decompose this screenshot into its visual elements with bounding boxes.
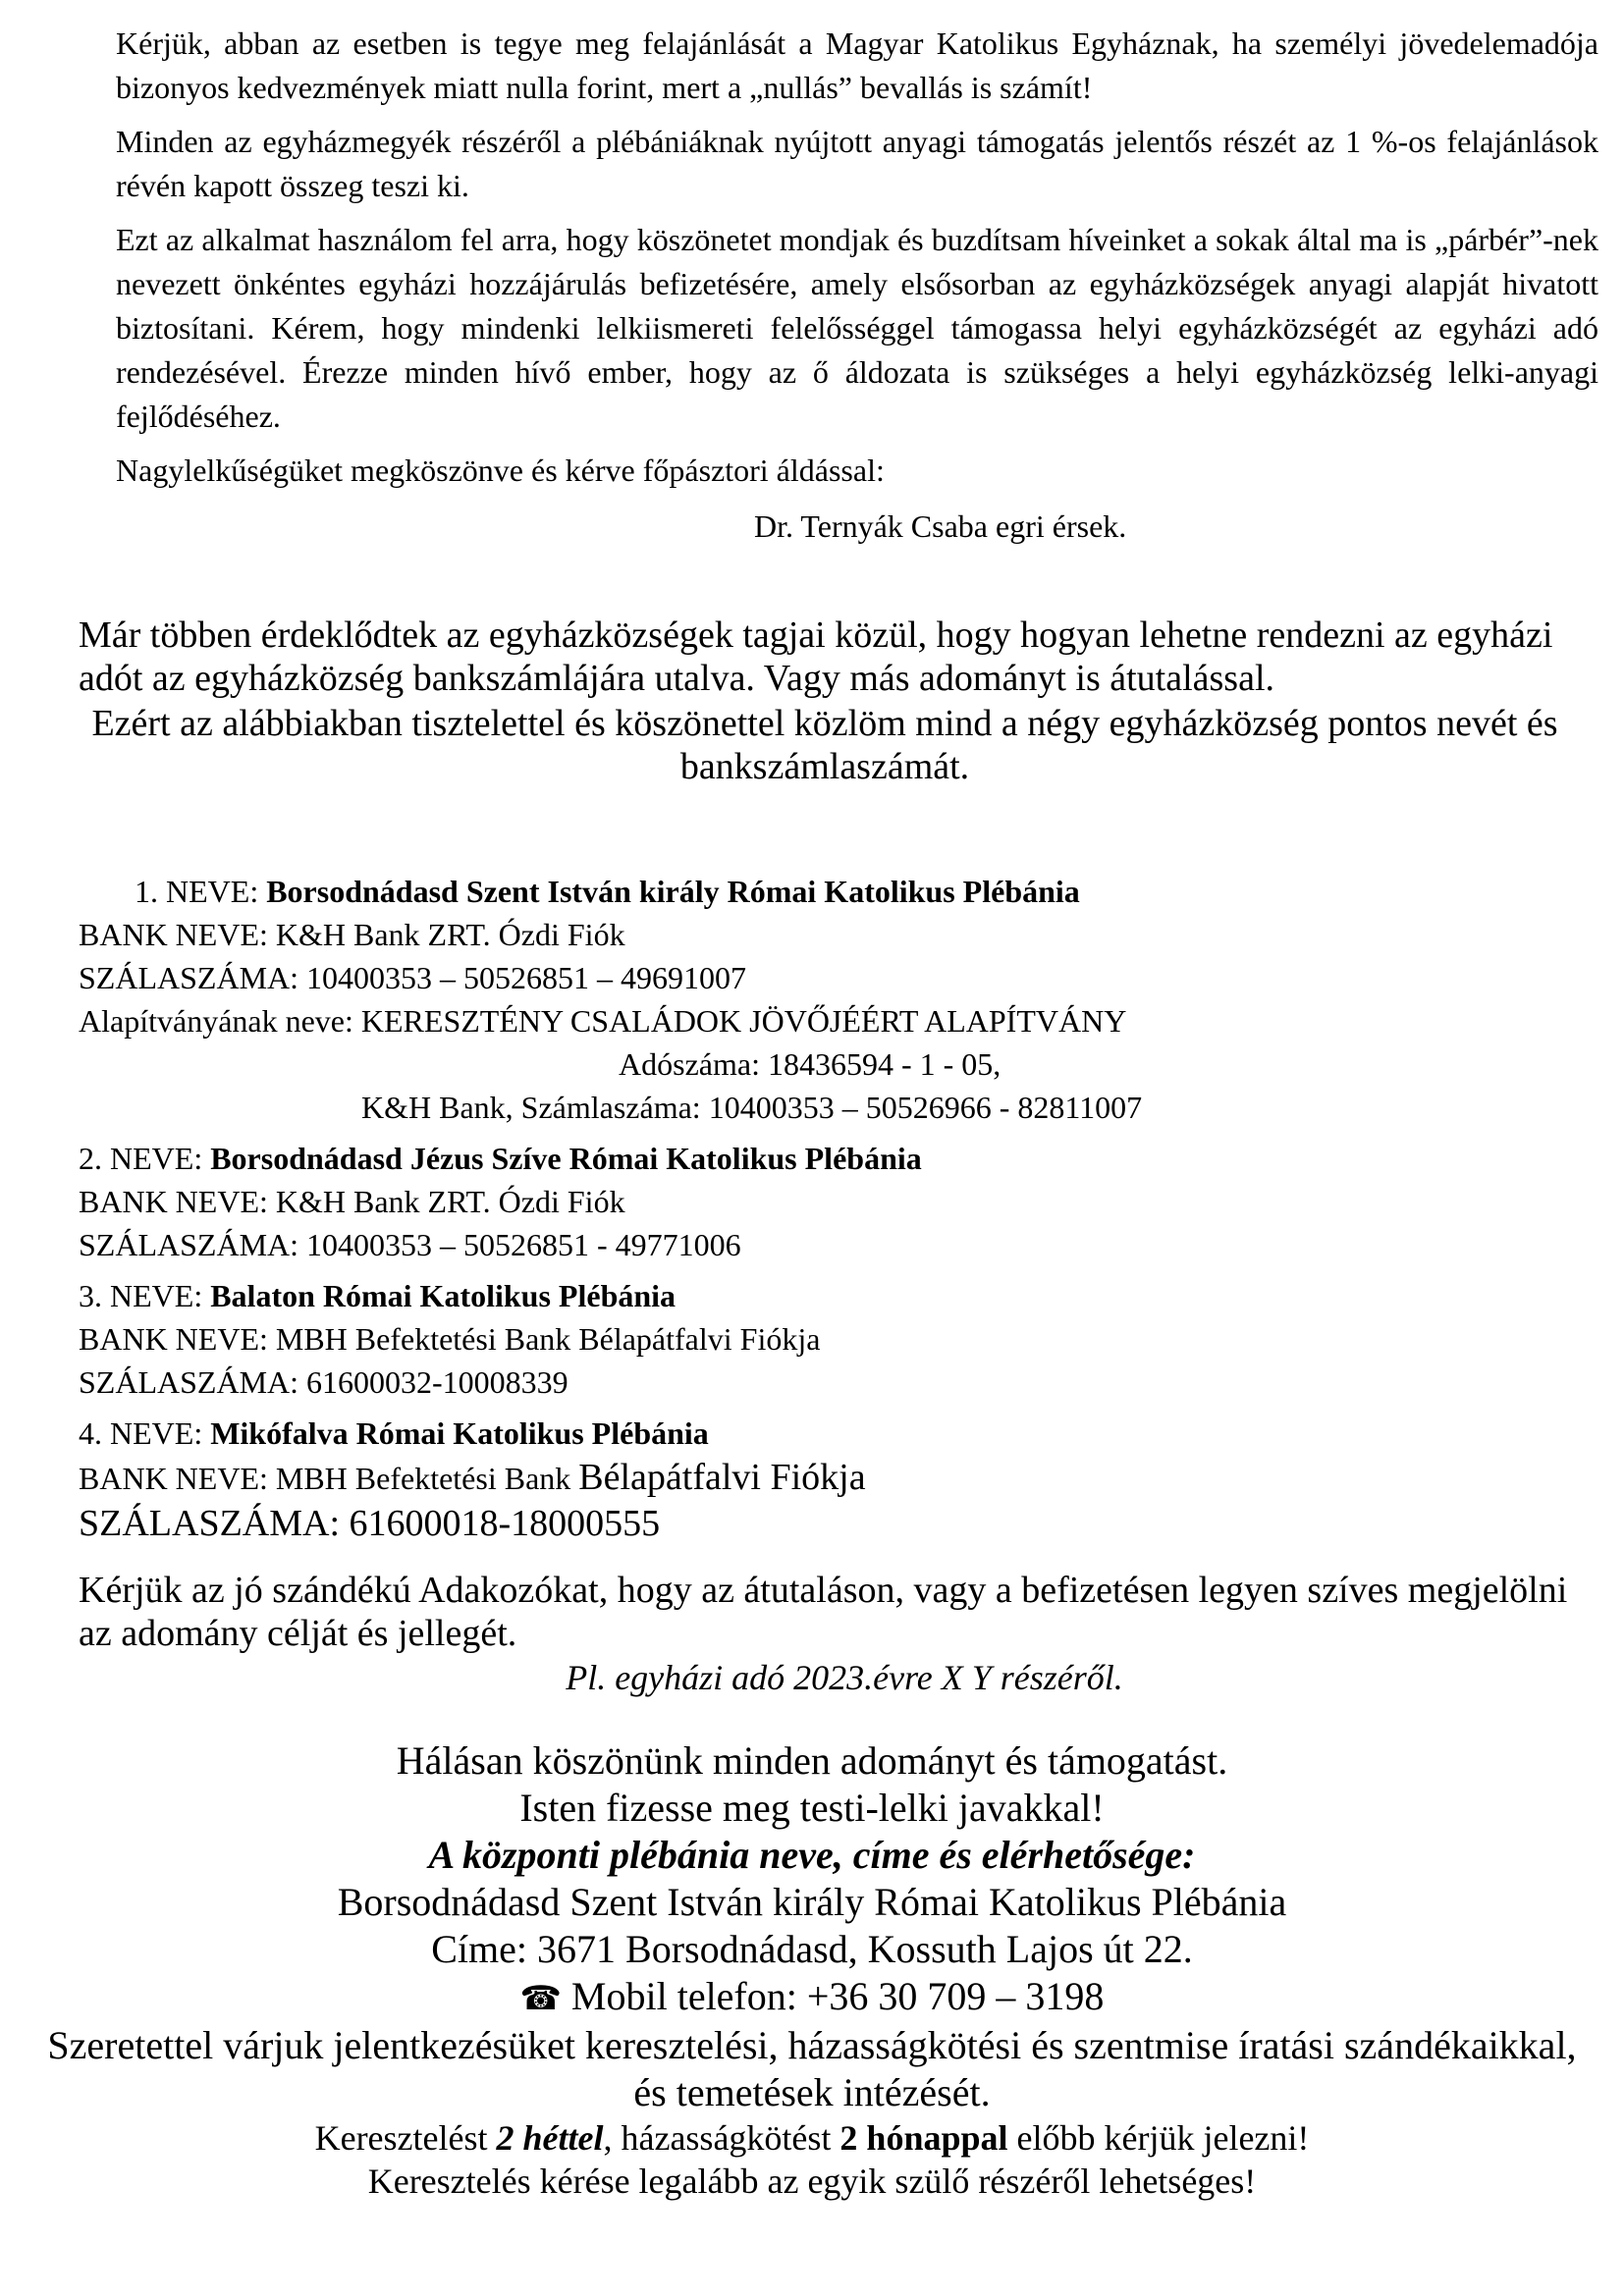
account-4-name: 4. NEVE: Mikófalva Római Katolikus Plébánia bbox=[79, 1415, 709, 1451]
letter-paragraph: Ezt az alkalmat használom fel arra, hogy köszönetet mondjak és buzdítsam híveinket a sokak által ma is „párbér”-nek nevezett önkéntes egyházi hozzájárulás befizetésére, amely elsősorban az egyházközségek anyagi alapját hivatott biztosítani. Kérem, hogy mindenki lelkiismereti felelősséggel támogassa helyi egyházközségét az egyházi adó rendezésével. Érezze minden hívő ember, hogy az ő áldozata is szükséges a helyi egyházközség lelki-anyagi fejlődéséhez. bbox=[116, 222, 1598, 434]
account-3-name: 3. NEVE: Balaton Római Katolikus Plébánia bbox=[79, 1278, 677, 1313]
letter-paragraph: Kérjük, abban az esetben is tegye meg felajánlását a Magyar Katolikus Egyháznak, ha személyi jövedelemadója bizonyos kedvezmények miatt nulla forint, mert a „nullás” bevallás is számít! bbox=[116, 26, 1598, 105]
account-1-bank: BANK NEVE: K&H Bank ZRT. Ózdi Fiók bbox=[79, 917, 625, 952]
parish-name: Borsodnádasd Szent István király Római Katolikus Plébánia bbox=[337, 1880, 1287, 1924]
intro-centered: Ezért az alábbiakban tisztelettel és köszönettel közlöm mind a négy egyházközség pontos nevét és bankszámlaszámát. bbox=[91, 703, 1558, 787]
account-1-foundation: Alapítványának neve: KERESZTÉNY CSALÁDOK JÖVŐJÉÉRT ALAPÍTVÁNY bbox=[79, 1003, 1127, 1039]
request-example: Pl. egyházi adó 2023.évre X Y részéről. bbox=[566, 1658, 1123, 1697]
donation-request bbox=[79, 1569, 1571, 1700]
archbishop-letter bbox=[116, 22, 1598, 549]
account-1-foundation-account: K&H Bank, Számlaszáma: 10400353 – 50526966 - 82811007 bbox=[361, 1090, 1143, 1125]
transfer-intro bbox=[79, 614, 1571, 788]
phone-icon: ☎ bbox=[519, 1979, 562, 2018]
account-3-bank: BANK NEVE: MBH Befektetési Bank Bélapátfalvi Fiókja bbox=[79, 1321, 821, 1357]
account-4-bank: BANK NEVE: MBH Befektetési Bank Bélapátfalvi Fiókja bbox=[79, 1457, 866, 1498]
account-2-bank: BANK NEVE: K&H Bank ZRT. Ózdi Fiók bbox=[79, 1184, 625, 1219]
letter-paragraph: Minden az egyházmegyék részéről a plébániáknak nyújtott anyagi támogatás jelentős részét az 1 %-os felajánlások révén kapott összeg teszi ki. bbox=[116, 124, 1598, 203]
account-1-tax-id: Adószáma: 18436594 - 1 - 05, bbox=[619, 1046, 1001, 1082]
notice-line-1: Keresztelést 2 héttel, házasságkötést 2 hónappal előbb kérjük jelezni! bbox=[314, 2118, 1310, 2158]
notice-line-2: Keresztelés kérése legalább az egyik szülő részéről lehetséges! bbox=[367, 2162, 1257, 2201]
parish-contact bbox=[39, 1737, 1585, 2203]
request-text: Kérjük az jó szándékú Adakozókat, hogy az átutaláson, vagy a befizetésen legyen szíves megjelölni az adomány célját és jellegét. bbox=[79, 1570, 1568, 1654]
contact-heading: A központi plébánia neve, címe és elérhetősége: bbox=[428, 1833, 1196, 1877]
letter-closing: Nagylelkűségüket megköszönve és kérve főpásztori áldással: bbox=[116, 453, 885, 488]
letter-signature: Dr. Ternyák Csaba egri érsek. bbox=[754, 508, 1127, 544]
thanks-line-2: Isten fizesse meg testi-lelki javakkal! bbox=[519, 1786, 1105, 1830]
account-1-number: SZÁLASZÁMA: 10400353 – 50526851 – 49691007 bbox=[79, 960, 747, 995]
account-4-number: SZÁLASZÁMA: 61600018-18000555 bbox=[79, 1503, 661, 1544]
account-1-name: 1. NEVE: Borsodnádasd Szent István király Római Katolikus Plébánia bbox=[135, 874, 1080, 909]
account-2-number: SZÁLASZÁMA: 10400353 – 50526851 - 49771006 bbox=[79, 1227, 741, 1262]
bank-accounts bbox=[79, 870, 1571, 1547]
parish-phone: ☎ Mobil telefon: +36 30 709 – 3198 bbox=[519, 1974, 1105, 2018]
account-3-number: SZÁLASZÁMA: 61600032-10008339 bbox=[79, 1364, 568, 1400]
account-2-name: 2. NEVE: Borsodnádasd Jézus Szíve Római Katolikus Plébánia bbox=[79, 1141, 922, 1176]
thanks-line-1: Hálásan köszönünk minden adományt és támogatást. bbox=[396, 1738, 1228, 1783]
parish-address: Címe: 3671 Borsodnádasd, Kossuth Lajos út 22. bbox=[431, 1927, 1193, 1971]
intro-text: Már többen érdeklődtek az egyházközségek tagjai közül, hogy hogyan lehetne rendezni az egyházi adót az egyházközség bankszámlájára utalva. Vagy más adományt is átutalással. bbox=[79, 614, 1553, 699]
welcome-text: Szeretettel várjuk jelentkezésüket keresztelési, házasságkötési és szentmise íratási szándékaikkal, és temetések intézését. bbox=[47, 2023, 1577, 2114]
